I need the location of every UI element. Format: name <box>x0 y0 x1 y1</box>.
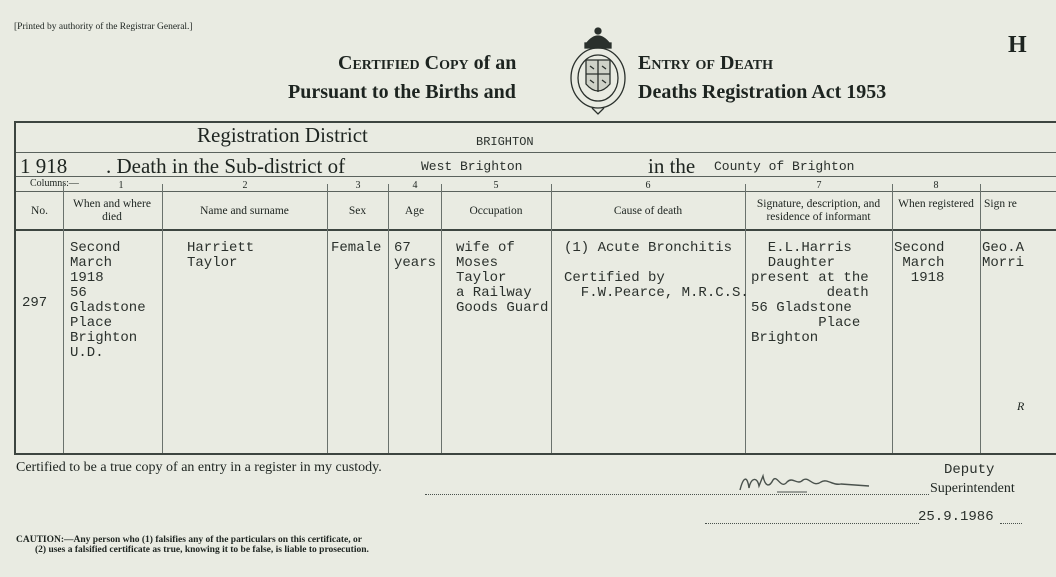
column-header-occupation: Occupation <box>469 205 523 217</box>
entry-registrar: Geo.A Morri <box>982 240 1025 271</box>
column-header-when-where: When and where died <box>73 198 151 223</box>
column-number: 5 <box>493 180 499 191</box>
registration-district-label: Registration District <box>197 123 368 147</box>
column-header-registered: When registered <box>898 198 974 210</box>
date-line-tail <box>1000 523 1022 524</box>
sub-district-label: . Death in the Sub-district of <box>106 154 346 178</box>
handwritten-signature <box>737 468 872 498</box>
corner-letter: H <box>1008 32 1027 58</box>
caution-line2: (2) uses a falsified certificate as true, knowing it to be false, is liable to prosecution. <box>35 545 369 555</box>
column-header-registrar: Sign re <box>984 198 1017 210</box>
header-left-line1: Certified Copy of an <box>338 52 517 74</box>
column-header-no: No. <box>31 205 48 217</box>
header-right-line2: Deaths Registration Act 1953 <box>638 81 887 103</box>
county-value: County of Brighton <box>714 159 855 174</box>
registration-district-value: BRIGHTON <box>476 135 534 149</box>
authority-note: [Printed by authority of the Registrar General.] <box>14 22 193 32</box>
year-prefix: 1 918 <box>20 154 68 178</box>
column-number: 8 <box>933 180 939 191</box>
entry-age: 67 years <box>394 240 437 271</box>
certified-statement: Certified to be a true copy of an entry in a register in my custody. <box>16 460 382 475</box>
margin-mark: R <box>1017 399 1025 413</box>
columns-label: Columns:— <box>30 178 79 189</box>
deputy-label: Deputy <box>944 462 995 478</box>
entry-occupation: wife of Moses Taylor a Railway Goods Guard <box>456 240 549 316</box>
column-header-sex: Sex <box>348 205 367 217</box>
entry-informant: E.L.Harris Daughter present at the death 56 Gladstone Place Brighton <box>751 240 869 346</box>
caution-line1: CAUTION:—Any person who (1) falsifies any of the particulars on this certificate, or <box>16 535 362 545</box>
column-number: 4 <box>412 180 418 191</box>
entry-number: 297 <box>22 295 48 311</box>
column-header-cause: Cause of death <box>613 205 683 217</box>
column-number: 1 <box>118 180 124 191</box>
entry-name: Harriett Taylor <box>187 240 255 271</box>
column-header-age: Age <box>404 205 425 217</box>
column-header-informant: Signature, description, and residence of informant <box>756 198 881 223</box>
certificate-date: 25.9.1986 <box>918 509 994 525</box>
entry-cause: (1) Acute Bronchitis Certified by F.W.Pearce, M.R.C.S. <box>564 240 749 301</box>
column-header-name: Name and surname <box>200 205 289 217</box>
sub-district-value: West Brighton <box>421 159 523 174</box>
royal-crest-icon <box>566 24 630 116</box>
entry-registered: Second March 1918 <box>894 240 945 286</box>
entry-sex: Female <box>331 240 382 256</box>
superintendent-label: Superintendent <box>930 481 1015 496</box>
column-number: 6 <box>645 180 651 191</box>
header-right-line1: Entry of Death <box>638 52 774 74</box>
column-number: 2 <box>242 180 248 191</box>
date-line <box>705 523 919 524</box>
column-number: 7 <box>816 180 822 191</box>
county-label: in the <box>648 154 696 178</box>
column-number: 3 <box>355 180 361 191</box>
death-entry-form <box>14 121 1056 455</box>
entry-when-where: Second March 1918 56 Gladstone Place Brighton U.D. <box>70 240 146 361</box>
header-left-line2: Pursuant to the Births and <box>288 81 516 103</box>
